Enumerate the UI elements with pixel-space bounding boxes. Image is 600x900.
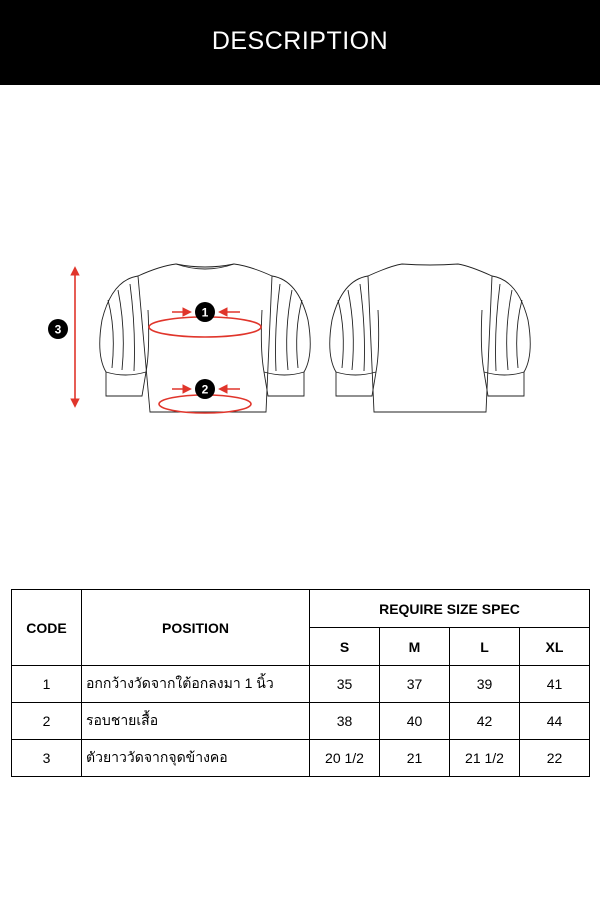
value-cell: 37 (380, 666, 450, 703)
marker-3 (48, 319, 68, 339)
code-cell: 3 (12, 740, 82, 777)
size-spec-table (11, 589, 590, 777)
svg-text:2: 2 (201, 382, 209, 397)
value-cell: 35 (310, 666, 380, 703)
page-header (0, 0, 600, 85)
value-cell: 41 (520, 666, 590, 703)
value-cell: 42 (450, 703, 520, 740)
table-row (12, 703, 590, 740)
page-title: DESCRIPTION (211, 27, 389, 55)
svg-text:3: 3 (54, 322, 62, 337)
value-cell: 21 1/2 (450, 740, 520, 777)
size-spec-header: REQUIRE SIZE SPEC (310, 590, 590, 628)
table-row (12, 740, 590, 777)
back-garment-sketch (330, 264, 531, 412)
position-cell: รอบชายเสื้อ (82, 703, 310, 740)
svg-text:1: 1 (201, 305, 209, 320)
size-header-xl: XL (520, 628, 590, 666)
marker-1 (195, 302, 215, 322)
value-cell: 44 (520, 703, 590, 740)
value-cell: 40 (380, 703, 450, 740)
table-row (12, 666, 590, 703)
size-header-s: S (310, 628, 380, 666)
code-header: CODE (12, 590, 82, 666)
size-header-l: L (450, 628, 520, 666)
position-cell: ตัวยาววัดจากจุดข้างคอ (82, 740, 310, 777)
position-cell: อกกว้างวัดจากใต้อกลงมา 1 นิ้ว (82, 666, 310, 703)
value-cell: 20 1/2 (310, 740, 380, 777)
code-cell: 2 (12, 703, 82, 740)
garment-measurement-illustration (0, 240, 600, 430)
value-cell: 38 (310, 703, 380, 740)
value-cell: 21 (380, 740, 450, 777)
marker-2 (195, 379, 215, 399)
value-cell: 39 (450, 666, 520, 703)
position-header: POSITION (82, 590, 310, 666)
size-header-m: M (380, 628, 450, 666)
code-cell: 1 (12, 666, 82, 703)
value-cell: 22 (520, 740, 590, 777)
